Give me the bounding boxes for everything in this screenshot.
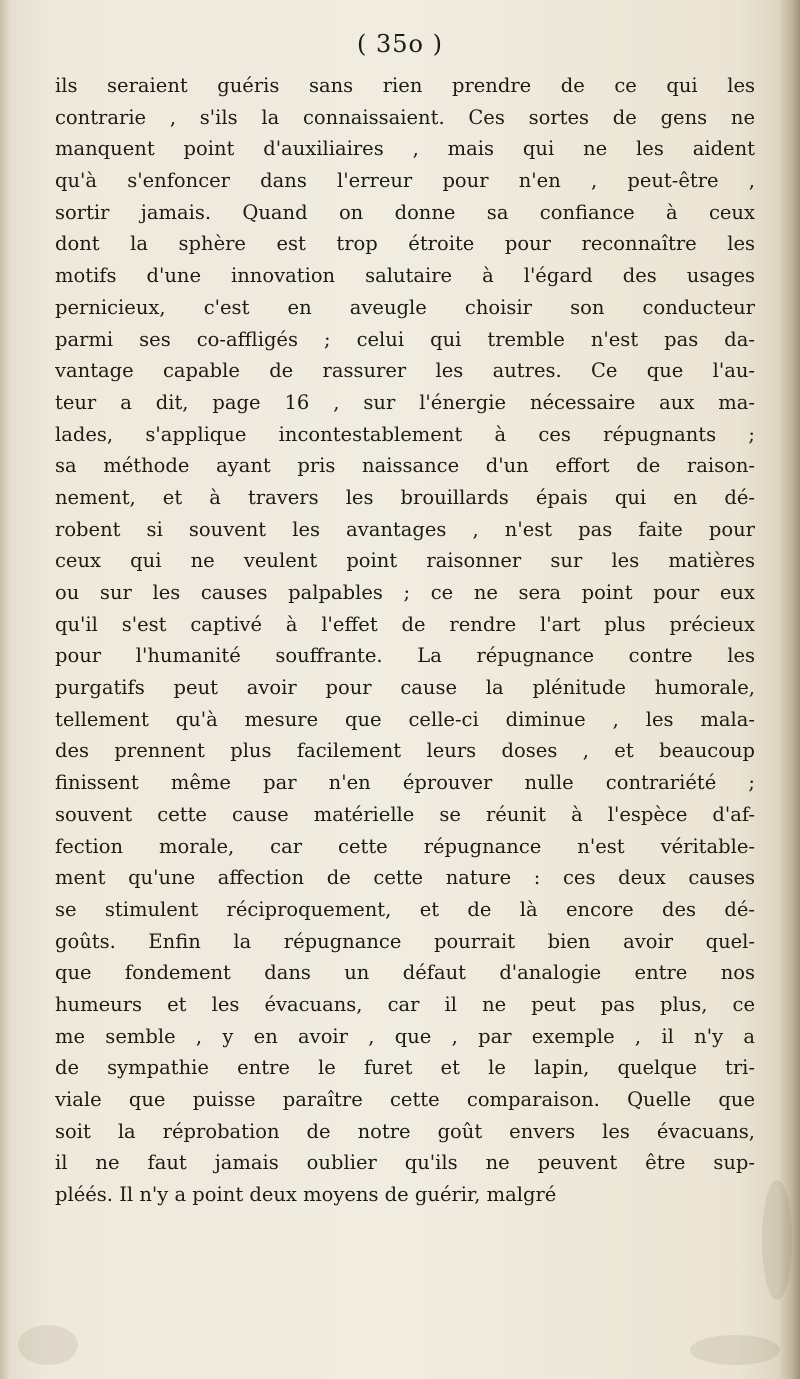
text-line: se stimulent réciproquement, et de là encore des dé- bbox=[55, 897, 755, 921]
text-line: goûts. Enfin la répugnance pourrait bien avoir quel- bbox=[55, 929, 755, 953]
text-line: pernicieux, c'est en aveugle choisir son conducteur bbox=[55, 295, 755, 319]
text-line: manquent point d'auxiliaires , mais qui ne les aident bbox=[55, 137, 755, 161]
page-left-edge bbox=[0, 0, 10, 1379]
text-line: vantage capable de rassurer les autres. Ce que l'au- bbox=[55, 359, 755, 383]
text-line: viale que puisse paraître cette comparaison. Quelle que bbox=[55, 1088, 755, 1111]
text-line: il ne faut jamais oublier qu'ils ne peuvent être sup- bbox=[55, 1151, 755, 1175]
body-text bbox=[55, 70, 755, 1211]
text-line: me semble , y en avoir , que , par exemple , il n'y a bbox=[55, 1024, 755, 1048]
text-line: qu'il s'est captivé à l'effet de rendre l'art plus précieux bbox=[55, 612, 755, 636]
text-line: fection morale, car cette répugnance n'est véritable- bbox=[55, 834, 755, 858]
text-line: finissent même par n'en éprouver nulle contrariété ; bbox=[55, 771, 755, 795]
text-line: sortir jamais. Quand on donne sa confiance à ceux bbox=[55, 200, 755, 224]
text-line: motifs d'une innovation salutaire à l'égard des usages bbox=[55, 264, 755, 288]
text-line: ou sur les causes palpables ; ce ne sera point pour eux bbox=[55, 581, 755, 604]
text-line: purgatifs peut avoir pour cause la plénitude humorale, bbox=[55, 676, 755, 700]
text-line: de sympathie entre le furet et le lapin, quelque tri- bbox=[55, 1056, 755, 1080]
text-line: parmi ses co-affligés ; celui qui tremble n'est pas da- bbox=[55, 327, 755, 351]
text-line: ment qu'une affection de cette nature : ces deux causes bbox=[55, 866, 755, 890]
text-line: humeurs et les évacuans, car il ne peut pas plus, ce bbox=[55, 992, 755, 1016]
text-line: nement, et à travers les brouillards épais qui en dé- bbox=[55, 485, 755, 509]
text-line: que fondement dans un défaut d'analogie entre nos bbox=[55, 961, 755, 985]
paper-stain bbox=[18, 1325, 78, 1365]
text-line: des prennent plus facilement leurs doses , et beaucoup bbox=[55, 739, 755, 763]
text-line: ceux qui ne veulent point raisonner sur les matières bbox=[55, 549, 755, 573]
text-line: dont la sphère est trop étroite pour reconnaître les bbox=[55, 232, 755, 256]
text-line: robent si souvent les avantages , n'est pas faite pour bbox=[55, 517, 755, 541]
paper-stain bbox=[690, 1335, 780, 1365]
text-line: sa méthode ayant pris naissance d'un effort de raison- bbox=[55, 454, 755, 478]
text-line: souvent cette cause matérielle se réunit à l'espèce d'af- bbox=[55, 802, 755, 826]
text-line: pléés. Il n'y a point deux moyens de guérir, malgré bbox=[55, 1183, 557, 1207]
text-line: soit la réprobation de notre goût envers les évacuans, bbox=[55, 1119, 755, 1143]
text-line: pour l'humanité souffrante. La répugnance contre les bbox=[55, 644, 755, 668]
text-line: teur a dit, page 16 , sur l'énergie nécessaire aux ma- bbox=[55, 390, 755, 414]
text-line: qu'à s'enfoncer dans l'erreur pour n'en , peut-être , bbox=[55, 169, 755, 193]
text-line: contrarie , s'ils la connaissaient. Ces sortes de gens ne bbox=[55, 105, 755, 129]
text-line: lades, s'applique incontestablement à ces répugnants ; bbox=[55, 422, 755, 446]
text-line: tellement qu'à mesure que celle-ci diminue , les mala- bbox=[55, 707, 755, 731]
page-number: ( 35o ) bbox=[357, 30, 443, 58]
page-right-edge-shadow bbox=[778, 0, 800, 1379]
paper-stain bbox=[762, 1180, 792, 1300]
text-line: ils seraient guéris sans rien prendre de ce qui les bbox=[55, 74, 755, 97]
